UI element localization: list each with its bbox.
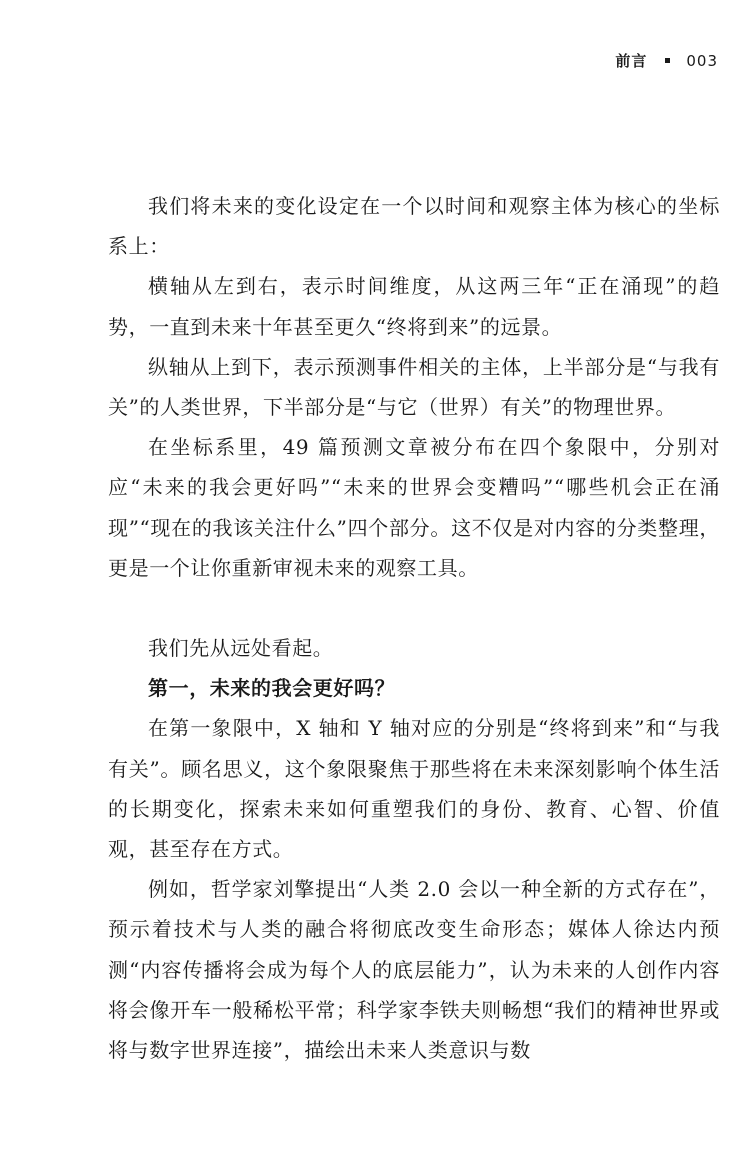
section-heading: 第一，未来的我会更好吗？ (148, 676, 396, 701)
paragraph-examples: 例如，哲学家刘擎提出“人类 2.0 会以一种全新的方式存在”，预示着技术与人类的融合将彻底改变生命形态；媒体人徐达内预测“内容传播将会成为每个人的底层能力”，认为未来的人创作内容将会像开车一般稀松平常；科学家李铁夫则畅想“我们的精神世界或将与数字世界连接”，描绘出未来人类意识与数 (108, 877, 720, 1063)
page-number: 003 (686, 51, 718, 70)
header-separator (665, 58, 670, 63)
page-header (615, 50, 718, 71)
body-text (108, 186, 720, 1070)
paragraph-gap (108, 588, 720, 628)
paragraph-coordinate-system: 我们将未来的变化设定在一个以时间和观察主体为核心的坐标系上： (108, 194, 720, 259)
paragraph-vertical-axis: 纵轴从上到下，表示预测事件相关的主体，上半部分是“与我有关”的人类世界，下半部分是“与它（世界）有关”的物理世界。 (108, 354, 720, 420)
paragraph-quadrants: 在坐标系里，49 篇预测文章被分布在四个象限中，分别对应“未来的我会更好吗”“未来的世界会变糟吗”“哪些机会正在涌现”“现在的我该关注什么”四个部分。这不仅是对内容的分类整理，更是一个让你重新审视未来的观察工具。 (108, 435, 720, 580)
paragraph-horizontal-axis: 横轴从左到右，表示时间维度，从这两三年“正在涌现”的趋势，一直到未来十年甚至更久“终将到来”的远景。 (108, 274, 720, 339)
section-title: 前言 (615, 52, 648, 70)
paragraph-first-quadrant: 在第一象限中，X 轴和 Y 轴对应的分别是“终将到来”和“与我有关”。顾名思义，这个象限聚焦于那些将在未来深刻影响个体生活的长期变化，探索未来如何重塑我们的身份、教育、心智、价值观，甚至存在方式。 (108, 716, 720, 862)
paragraph-intro: 我们先从远处看起。 (148, 636, 334, 661)
